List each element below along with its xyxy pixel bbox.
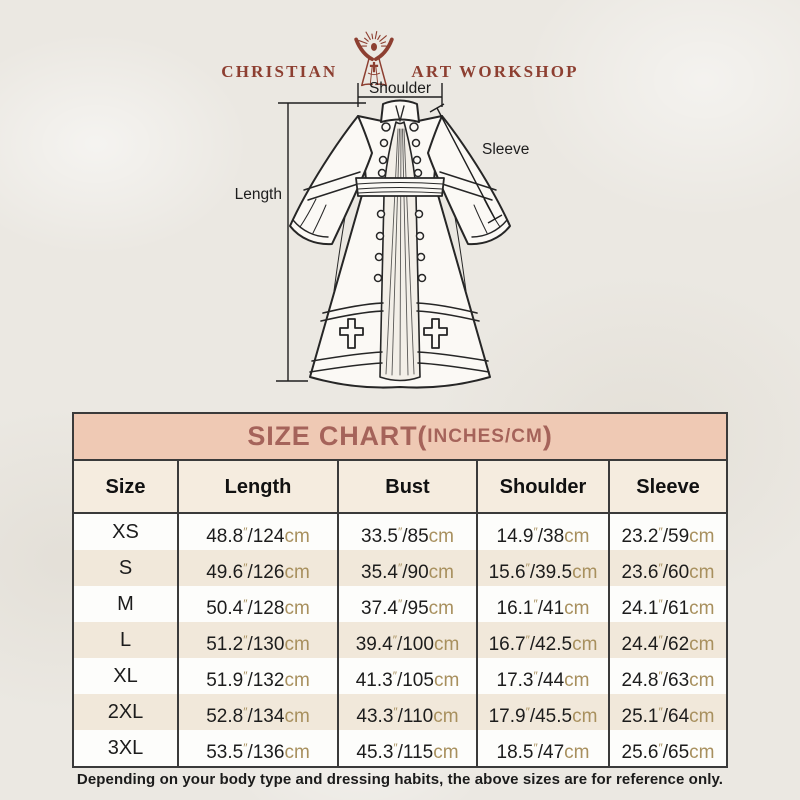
shoulder-cell: 16.1″/41cm [476,586,608,622]
cross-icon [370,62,378,72]
title-units: INCHES/CM [427,425,543,447]
table-row [74,550,726,586]
column-header-length: Length [177,461,337,512]
column-header-shoulder: Shoulder [476,461,608,512]
bust-cell: 33.5″/85cm [337,514,476,550]
table-row [74,622,726,658]
size-cell: XL [113,665,138,687]
sleeve-cell: 25.1″/64cm [608,694,726,730]
robe-line-art [290,101,510,388]
length-cell: 53.5″/136cm [177,730,337,766]
column-header-size: Size [105,476,146,498]
size-chart-title [74,414,726,461]
shoulder-cell: 17.9″/45.5cm [476,694,608,730]
sleeve-cell: 25.6″/65cm [608,730,726,766]
size-table-body [74,514,726,766]
length-cell: 48.8″/124cm [177,514,337,550]
table-row [74,730,726,766]
size-chart-table [72,412,728,768]
sleeve-cell: 24.8″/63cm [608,658,726,694]
table-header-row [74,461,726,514]
brand-text-left: CHRISTIAN [221,62,338,81]
bust-cell: 43.3″/110cm [337,694,476,730]
bust-cell: 37.4″/95cm [337,586,476,622]
table-row [74,658,726,694]
shoulder-cell: 18.5″/47cm [476,730,608,766]
shoulder-cell: 16.7″/42.5cm [476,622,608,658]
robe-measurement-diagram [220,81,580,403]
column-header-sleeve: Sleeve [608,461,726,512]
bust-cell: 41.3″/105cm [337,658,476,694]
length-cell: 51.9″/132cm [177,658,337,694]
length-cell: 51.2″/130cm [177,622,337,658]
sleeve-cell: 23.6″/60cm [608,550,726,586]
size-cell: XS [112,521,139,543]
reference-note: Depending on your body type and dressing habits, the above sizes are for reference only. [76,771,724,788]
table-row [74,586,726,622]
table-row [74,514,726,550]
title-close-paren: ) [542,421,553,451]
length-cell: 50.4″/128cm [177,586,337,622]
sleeve-cell: 24.4″/62cm [608,622,726,658]
size-cell: L [119,629,132,651]
length-label: Length [234,186,282,203]
size-cell: S [118,557,133,579]
sleeve-label: Sleeve [482,141,530,158]
shoulder-cell: 15.6″/39.5cm [476,550,608,586]
bust-cell: 35.4″/90cm [337,550,476,586]
title-main: SIZE CHART( [247,421,428,451]
shoulder-cell: 17.3″/44cm [476,658,608,694]
sleeve-cell: 23.2″/59cm [608,514,726,550]
brand-text-right: ART WORKSHOP [411,62,579,81]
shoulder-label: Shoulder [368,81,432,97]
size-cell: 2XL [107,701,144,723]
bust-cell: 39.4″/100cm [337,622,476,658]
length-cell: 49.6″/126cm [177,550,337,586]
table-row [74,694,726,730]
size-cell: M [117,593,134,615]
shoulder-cell: 14.9″/38cm [476,514,608,550]
size-cell: 3XL [107,737,144,759]
bust-cell: 45.3″/115cm [337,730,476,766]
column-header-bust: Bust [337,461,476,512]
length-cell: 52.8″/134cm [177,694,337,730]
sleeve-cell: 24.1″/61cm [608,586,726,622]
